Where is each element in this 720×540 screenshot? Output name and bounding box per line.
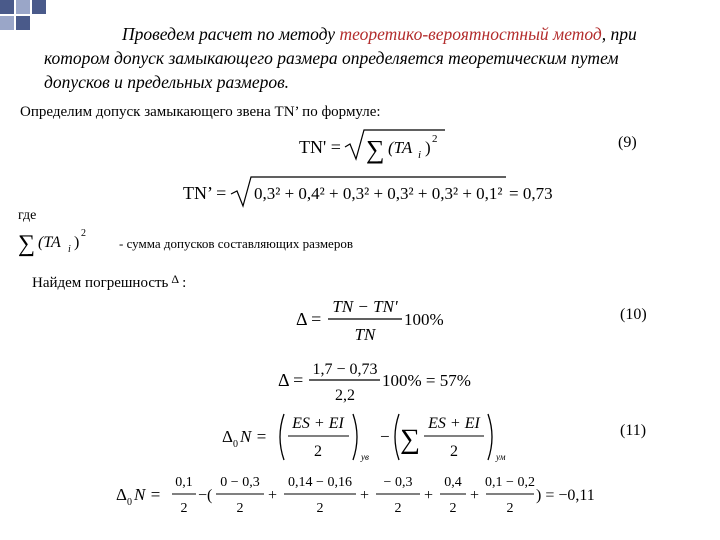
eq9-close: ) xyxy=(425,138,431,157)
eq11-calc-op: + xyxy=(470,487,480,504)
delta-symbol: Δ xyxy=(171,272,180,286)
eq9-sum-sign: ∑ xyxy=(366,135,385,164)
sum-expression xyxy=(18,224,118,258)
intro-text-1: Проведем расчет по методу xyxy=(122,24,340,44)
eq11-minus: − xyxy=(380,427,390,446)
eq11-calc-den: 2 xyxy=(506,501,514,516)
eq11-calc-den: 2 xyxy=(316,501,324,516)
sum-sub: i xyxy=(68,244,71,255)
formula-10-calc xyxy=(278,356,488,408)
eq11-calc-den: 2 xyxy=(180,501,188,516)
eq10-calc-lhs: Δ = xyxy=(278,370,304,390)
eq11-calc-den: 2 xyxy=(449,501,457,516)
tolerance-heading: Определим допуск замыкающего звена TN’ по формуле: xyxy=(20,104,381,120)
sum-close: ) xyxy=(74,234,80,251)
sum-description: - сумма допусков составляющих размеров xyxy=(119,236,353,251)
eq11-lhs-var: N = xyxy=(240,427,268,446)
eq10-suffix: 100% xyxy=(404,310,444,329)
eq11-calc-lhs-var: N = xyxy=(134,485,162,504)
formula-9-calc xyxy=(183,172,573,212)
eq10-denominator: TN xyxy=(354,325,376,344)
sum-power: 2 xyxy=(81,228,86,239)
eq10-number: (10) xyxy=(620,306,647,323)
eq11-denominator-1: 2 xyxy=(314,443,322,460)
eq10-calc-denominator: 2,2 xyxy=(335,387,355,404)
sum-term: (TA xyxy=(38,234,61,251)
eq11-lhs-sub: 0 xyxy=(233,439,238,450)
eq10-calc-suffix: 100% = 57% xyxy=(382,371,471,390)
eq11-sub-1: ув xyxy=(361,452,369,462)
intro-text-2: , при котором допуск замыкающего размера определяется теоретическим путем допусков и предельных размеров. xyxy=(44,24,637,92)
eq11-calc-num: − 0,3 xyxy=(383,475,413,490)
eq11-calc-den: 2 xyxy=(394,501,402,516)
eq10-calc-numerator: 1,7 − 0,73 xyxy=(312,361,378,378)
error-heading-text: Найдем погрешность xyxy=(32,275,169,291)
eq11-lhs: Δ xyxy=(222,427,233,446)
error-colon: : xyxy=(182,275,187,291)
eq11-number: (11) xyxy=(620,422,647,439)
eq11-paren-left-2 xyxy=(395,414,399,460)
eq10-numerator: TN − TN' xyxy=(332,297,398,316)
formula-11-calc xyxy=(116,470,596,524)
eq9-calc-result: = 0,73 xyxy=(509,184,553,203)
eq11-calc-num: 0,1 − 0,2 xyxy=(485,475,535,490)
eq10-lhs: Δ = xyxy=(296,309,322,329)
eq11-paren-right-2 xyxy=(488,414,492,460)
eq11-calc-num: 0,1 xyxy=(175,475,193,490)
eq9-lhs: TN' = xyxy=(299,137,341,157)
eq9-sub: i xyxy=(418,149,422,161)
eq11-calc-lhs-sub: 0 xyxy=(127,497,132,508)
eq11-calc-result: ) = −0,11 xyxy=(536,487,595,504)
formula-9 xyxy=(295,126,455,166)
eq11-sum-sign: ∑ xyxy=(400,424,420,455)
eq11-calc-lhs: Δ xyxy=(116,485,127,504)
eq11-calc-op: −( xyxy=(198,487,213,504)
eq11-calc-op: + xyxy=(360,487,370,504)
eq11-paren-left-1 xyxy=(280,414,284,460)
eq9-calc-radicand: 0,3² + 0,4² + 0,3² + 0,3² + 0,3² + 0,1² xyxy=(254,184,503,203)
intro-paragraph xyxy=(44,22,684,94)
error-heading xyxy=(32,272,186,292)
where-label: где xyxy=(18,208,37,223)
eq9-number: (9) xyxy=(618,134,637,151)
intro-highlight: теоретико-вероятностный метод xyxy=(339,24,602,44)
eq11-calc-num: 0 − 0,3 xyxy=(220,475,260,490)
formula-11 xyxy=(222,408,522,468)
formula-10 xyxy=(296,292,466,350)
eq9-calc-lhs: TN’ = xyxy=(183,183,227,203)
eq11-calc-op: + xyxy=(424,487,434,504)
eq11-numerator-1: ES + EI xyxy=(292,415,344,432)
eq11-calc-num: 0,14 − 0,16 xyxy=(288,475,352,490)
eq11-sub-2: ум xyxy=(496,452,506,462)
eq11-calc-op: + xyxy=(268,487,278,504)
eq9-power: 2 xyxy=(432,133,438,145)
sum-sign: ∑ xyxy=(18,231,36,257)
eq11-calc-den: 2 xyxy=(236,501,244,516)
eq11-paren-right-1 xyxy=(353,414,357,460)
eq9-term: (TA xyxy=(388,138,413,157)
eq11-numerator-2: ES + EI xyxy=(428,415,480,432)
eq11-denominator-2: 2 xyxy=(450,443,458,460)
eq11-calc-num: 0,4 xyxy=(444,475,462,490)
